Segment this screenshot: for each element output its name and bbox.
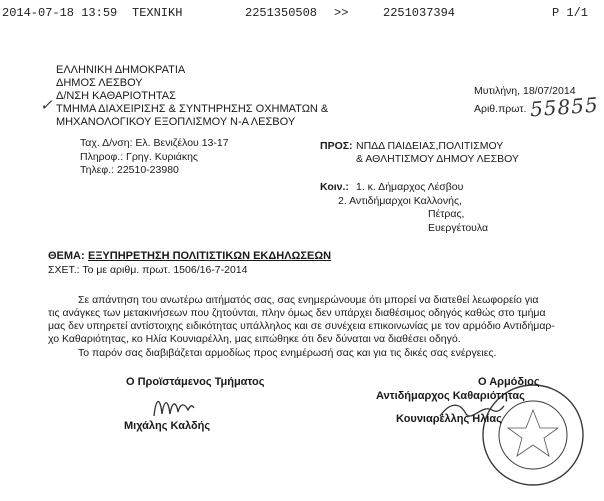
protocol-label: Αριθ.πρωτ. xyxy=(474,103,527,115)
cc-item-2: 2. Αντιδήμαρχοι Καλλονής, xyxy=(338,195,462,207)
body-line-3: μας δεν υπηρετεί αντίστοιχης ειδικότητας υπάλληλος και σε συνέχεια επικοινωνίας με τον αρμόδιο Αντιδήμαρ- xyxy=(48,320,555,332)
issuer-info: Πληροφ.: Γρηγ. Κυριάκης xyxy=(80,151,198,163)
right-signatory-title-1: Ο Αρμόδιος xyxy=(478,376,540,388)
fax-page: P 1/1 xyxy=(552,6,589,20)
place-date: Μυτιλήνη, 18/07/2014 xyxy=(474,85,576,97)
cc-item-2-cont-1: Πέτρας, xyxy=(428,208,465,220)
right-signatory-title-2: Αντιδήμαρχος Καθαριότητας xyxy=(376,390,525,402)
body-line-1: Σε απάντηση του ανωτέρω αιτήματός σας, σας ενημερώνουμε ότι μπορεί να διατεθεί λεωφορείο για xyxy=(78,294,539,306)
checkmark-icon: ✓ xyxy=(40,96,53,114)
recipient-label: ΠΡΟΣ: xyxy=(320,140,353,152)
recipient-line-1: ΝΠΔΔ ΠΑΙΔΕΙΑΣ,ΠΟΛΙΤΙΣΜΟΥ xyxy=(356,140,504,152)
left-signatory-name: Μιχάλης Καλδής xyxy=(124,420,211,432)
body-line-5: Το παρόν σας διαβιβάζεται αρμοδίως προς ενημέρωσή σας και για τις δικές σας ενέργειες. xyxy=(78,347,497,359)
fax-sender-label: ΤΕΧΝΙΚΗ xyxy=(132,6,183,20)
issuer-line-3: Δ/ΝΣΗ ΚΑΘΑΡΙΟΤΗΤΑΣ xyxy=(56,90,176,102)
issuer-phone: Τηλεφ.: 22510-23980 xyxy=(80,164,179,176)
cc-label: Κοιν.: xyxy=(320,181,349,193)
right-signatory-name: Κουνιαρέλλης Ηλίας xyxy=(396,413,502,425)
fax-to-number: 2251037394 xyxy=(383,6,456,20)
fax-from-number: 2251350508 xyxy=(245,6,318,20)
body-line-4: χο Καθαριότητας, κο Ηλία Κουνιαρέλλη, μας ειπώθηκε ότι δεν δύναται να διαθέσει οδηγό. xyxy=(48,333,461,345)
issuer-address: Ταχ. Δ/νση: Ελ. Βενιζέλου 13-17 xyxy=(80,137,229,149)
cc-item-2-cont-2: Ευεργέτουλα xyxy=(428,222,489,234)
cc-item-1: 1. κ. Δήμαρχος Λέσβου xyxy=(356,181,464,193)
protocol-number: 55855 xyxy=(529,92,600,122)
subject-text: ΕΞΥΠΗΡΕΤΗΣΗ ΠΟΛΙΤΙΣΤΙΚΩΝ ΕΚΔΗΛΩΣΕΩΝ xyxy=(88,250,332,262)
body-line-2: τις ανάγκες των μετακινήσεων που ζητούνται, πλην όμως δεν υπάρχει διαθέσιμος οδηγός καθώς στο τμήμα xyxy=(48,307,546,319)
recipient-line-2: & ΑΘΛΗΤΙΣΜΟΥ ΔΗΜΟΥ ΛΕΣΒΟΥ xyxy=(356,153,519,165)
left-signature-scribble xyxy=(150,392,196,422)
left-signatory-title: Ο Προϊστάμενος Τμήματος xyxy=(126,376,265,388)
fax-arrows: >> xyxy=(334,6,349,20)
issuer-line-1: ΕΛΛΗΝΙΚΗ ΔΗΜΟΚΡΑΤΙΑ xyxy=(56,64,186,76)
subject-label: ΘΕΜΑ: xyxy=(48,250,85,262)
subject-reference: ΣΧΕΤ.: Το με αριθμ. πρωτ. 1506/16-7-2014 xyxy=(48,264,248,276)
fax-datetime: 2014-07-18 13:59 xyxy=(2,6,118,20)
issuer-line-5: ΜΗΧΑΝΟΛΟΓΙΚΟΥ ΕΞΟΠΛΙΣΜΟΥ Ν-Α ΛΕΣΒΟΥ xyxy=(56,116,296,128)
issuer-line-2: ΔΗΜΟΣ ΛΕΣΒΟΥ xyxy=(56,77,143,89)
issuer-line-4: ΤΜΗΜΑ ΔΙΑΧΕΙΡΙΣΗΣ & ΣΥΝΤΗΡΗΣΗΣ ΟΧΗΜΑΤΩΝ & xyxy=(56,103,329,115)
